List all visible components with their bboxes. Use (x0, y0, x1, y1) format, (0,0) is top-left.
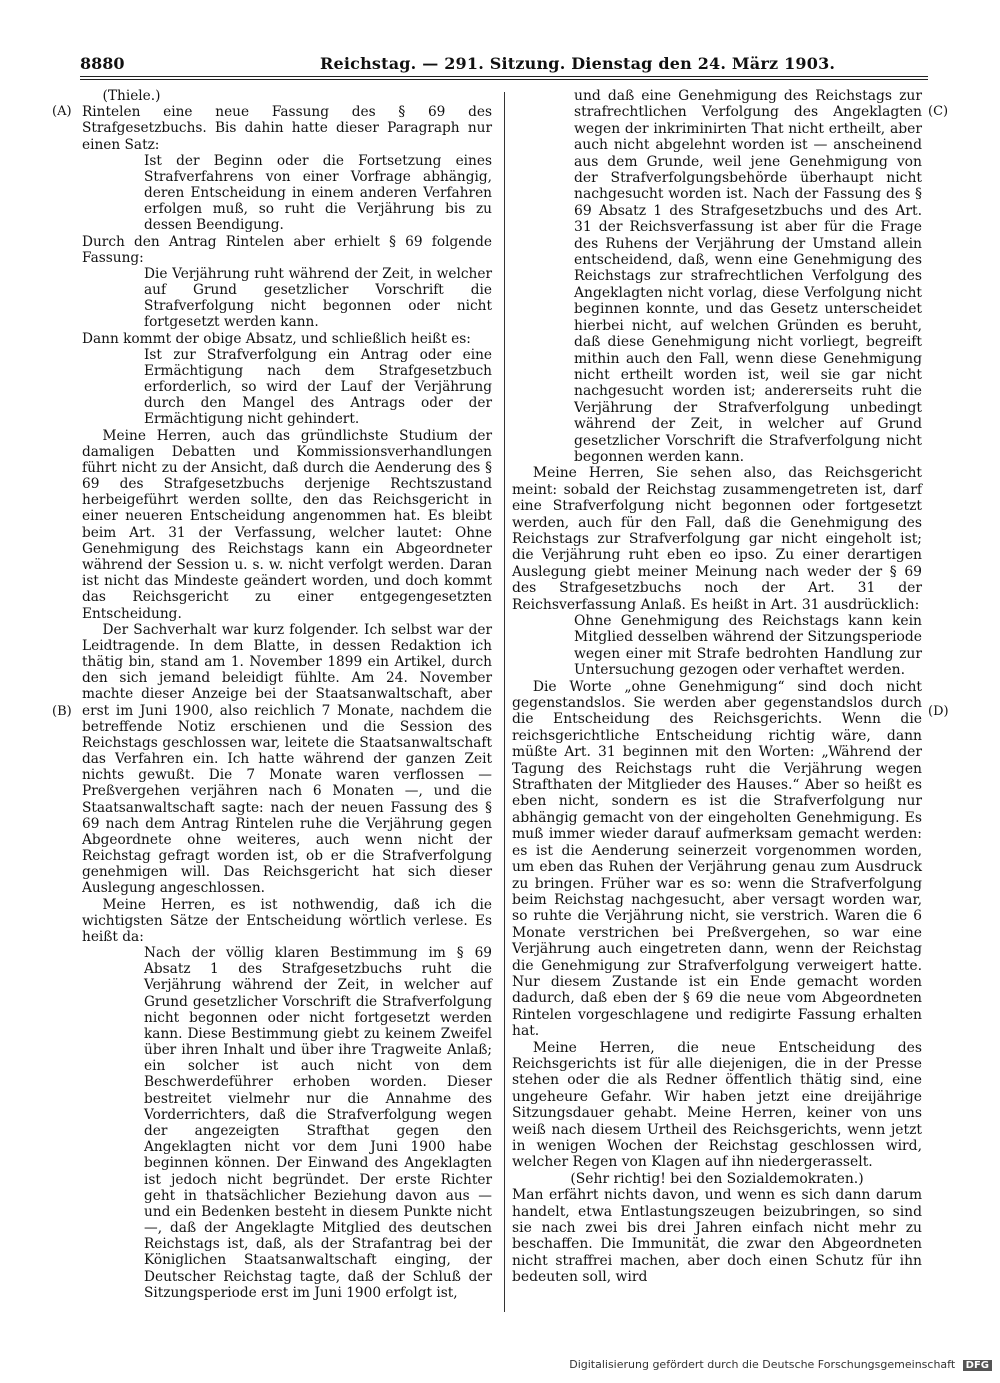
header-rule-top (80, 76, 928, 77)
block-quote: Nach der völlig klaren Bestimmung im § 69 Absatz 1 des Strafgesetzbuchs ruht die Verjährung während der Zeit, in welcher auf Grund gesetzlicher Vorschrift die Strafverfolgung nicht begonnen oder nicht fortgesetzt werden kann. Diese Bestimmung giebt zu keinem Zweifel über ihren Inhalt und über ihre Tragweite Anlaß; ein solcher ist auch nicht von dem Beschwerdeführer erhoben worden. Dieser bestreitet vielmehr nur die Annahme des Vorderrichters, daß die Strafverfolgung wegen der angezeigten Strafthat gegen den Angeklagten nicht vor dem Juni 1900 habe beginnen können. Der Einwand des Angeklagten ist jedoch nicht begründet. Der erste Richter geht in thatsächlicher Beziehung davon aus — und ein Bedenken besteht in diesem Punkte nicht —, daß der Angeklagte Mitglied des deutschen Reichstags ist, daß, als der Strafantrag bei der Königlichen Staatsanwaltschaft einging, der Deutscher Reichstag tagte, daß der Schluß der Sitzungsperiode erst im Juni 1900 erfolgt ist, (144, 945, 492, 1301)
block-quote: und daß eine Genehmigung des Reichstags zur strafrechtlichen Verfolgung des Angeklagten wegen der inkriminirten That nicht ertheilt, aber auch nicht abgelehnt worden ist — anscheinend aus dem Grunde, weil jene Genehmigung von der Strafverfolgungsbehörde überhaupt nicht nachgesucht worden ist. Nach der Fassung des § 69 Absatz 1 des Strafgesetzbuchs und des Art. 31 der Reichsverfassung ist aber für die Frage des Ruhens der Verjährung der Umstand allein entscheidend, daß, wenn eine Genehmigung des Reichstags zur strafrechtlichen Verfolgung des Angeklagten nicht vorlag, diese Verfolgung nicht beginnen konnte, und das Gesetz unterscheidet hierbei nicht, auf welchen Gründen es beruht, daß diese Genehmigung nicht vorliegt, begreift mithin auch den Fall, wenn diese Genehmigung nicht ertheilt worden ist, weil sie gar nicht nachgesucht worden ist; andererseits ruht die Verjährung der Strafverfolgung unbedingt während der Zeit, in welcher auf Grund gesetzlicher Vorschrift die Strafverfolgung nicht begonnen werden kann. (574, 88, 922, 465)
paragraph: Durch den Antrag Rintelen aber erhielt § 69 folgende Fassung: (82, 233, 492, 266)
speaker-name: (Thiele.) (102, 88, 161, 104)
margin-mark-c: (C) (928, 104, 949, 119)
left-column (82, 88, 492, 1301)
header-title: Reichstag. — 291. Sitzung. Dienstag den 24. März 1903. (320, 54, 836, 73)
digitization-credit (569, 1358, 992, 1371)
paragraph: Dann kommt der obige Absatz, und schließlich heißt es: (82, 330, 471, 347)
paragraph: Der Sachverhalt war kurz folgender. Ich selbst war der Leidtragende. In dem Blatte, in dessen Redaktion ich thätig bin, stand am 1. November 1899 ein Artikel, durch den sich jemand beleidigt fühlte. Am 24. November machte dieser Anzeige bei der Staatsanwaltschaft, aber erst im Juni 1900, also reichlich 7 Monate, nachdem die betreffende Notiz erschienen und die Session des Reichstags geschlossen war, leitete die Staatsanwaltschaft das Verfahren ein. Ich hatte während der ganzen Zeit nichts gewußt. Die 7 Monate waren verflossen — Preßvergehen verjähren nach 6 Monaten —, und die Staatsanwaltschaft sagte: nach der neuen Fassung des § 69 nach dem Antrag Rintelen ruhe die Verjährung gegen Abgeordnete ohne weiteres, auch wenn nicht der Reichstag gefragt worden ist, ob er die Strafverfolgung genehmigen will. Das Reichsgericht hat sich dieser Auslegung angeschlossen. (82, 621, 492, 897)
margin-mark-b: (B) (52, 704, 72, 719)
paragraph: Meine Herren, die neue Entscheidung des Reichsgerichts ist für alle diejenigen, die in der Presse stehen oder die als Redner öffentlich thätig sind, eine ungeheure Gefahr. Wir haben jetzt eine dreijährige Sitzungsdauer gehabt. Meine Herren, keiner von uns weiß nach diesem Urtheil des Reichsgerichts, wenn jetzt in wenigen Wochen der Reichstag geschlossen wird, welcher Regen von Klagen auf ihn niedergerasselt. (512, 1039, 922, 1171)
block-quote: Ist der Beginn oder die Fortsetzung eines Strafverfahrens von einer Vorfrage abhängig, deren Entscheidung in einem anderen Verfahren erfolgen muß, so ruht die Verjährung bis zu dessen Beendigung. (144, 152, 492, 234)
dfg-logo: DFG (963, 1360, 992, 1371)
page-number: 8880 (80, 54, 125, 73)
paragraph: Man erfährt nichts davon, und wenn es sich dann darum handelt, etwa Entlastungszeugen beizubringen, so sind sie nach zwei bis drei Jahren einfach nicht mehr zu beschaffen. Die Immunität, die zwar den Abgeordneten nicht straffrei machen, aber doch einen Schutz für ihn bedeuten soll, wird (512, 1187, 922, 1286)
right-column (512, 88, 922, 1286)
block-quote: Die Verjährung ruht während der Zeit, in welcher auf Grund gesetzlicher Vorschrift die Strafverfolgung nicht begonnen oder nicht fortgesetzt werden kann. (144, 265, 492, 331)
paragraph: Meine Herren, auch das gründlichste Studium der damaligen Debatten und Kommissionsverhandlungen führt nicht zu der Ansicht, daß durch die Aenderung des § 69 des Strafgesetzbuchs derjenige Rechtszustand herbeigeführt werden sollte, den das Reichsgericht in einer neueren Entscheidung angenommen hat. Es bleibt beim Art. 31 der Verfassung, welcher lautet: Ohne Genehmigung des Reichstags kann ein Abgeordneter während der Session u. s. w. nicht verfolgt werden. Daran ist nicht das Mindeste geändert worden, und doch kommt das Reichsgericht zu einer entgegengesetzten Entscheidung. (82, 427, 492, 622)
block-quote: Ist zur Strafverfolgung ein Antrag oder eine Ermächtigung nach dem Strafgesetzbuch erforderlich, so wird der Lauf der Verjährung durch den Mangel des Antrags oder der Ermächtigung nicht gehindert. (144, 346, 492, 428)
column-divider (504, 92, 505, 1312)
paragraph: Meine Herren, es ist nothwendig, daß ich die wichtigsten Sätze der Entscheidung wörtlich verlese. Es heißt da: (82, 896, 492, 945)
margin-mark-a: (A) (52, 104, 72, 119)
paragraph: Die Worte „ohne Genehmigung“ sind doch nicht gegenstandslos. Sie werden aber gegenstandslos durch die Entscheidung des Reichsgerichts. Wenn die reichsgerichtliche Entscheidung richtig wäre, dann müßte Art. 31 beginnen mit den Worten: „Während der Tagung des Reichstags ruht die Verjährung wegen Strafthaten der Mitglieder des Hauses.“ Aber so heißt es eben nicht, sondern es ist die Strafverfolgung nur abhängig gemacht von der eingeholten Genehmigung. Es muß immer wieder darauf aufmerksam gemacht werden: es ist die Aenderung seinerzeit vorgenommen worden, um eben das Ruhen der Verjährung genau zum Ausdruck zu bringen. Früher war es so: wenn die Strafverfolgung beim Reichstag nachgesucht, aber versagt worden war, so ruhte die Verjährung nicht, sie verstrich. Waren die 6 Monate verstrichen bei Preßvergehen, so war eine Verjährung auch eingetreten dann, wenn der Reichstag die Genehmigung zur Strafverfolgung verweigert hatte. Nur diesem Zustande ist ein Ende gemacht worden dadurch, daß eben der § 69 die neue vom Abgeordneten Rintelen vorgeschlagene und redigirte Fassung erhalten hat. (512, 678, 922, 1040)
running-header (80, 50, 928, 76)
interjection: (Sehr richtig! bei den Sozialdemokraten.) (570, 1170, 864, 1187)
credit-text: Digitalisierung gefördert durch die Deutsche Forschungsgemeinschaft (569, 1358, 956, 1371)
header-rule-bottom (80, 79, 928, 80)
block-quote: Ohne Genehmigung des Reichstags kann kein Mitglied desselben während der Sitzungsperiode wegen einer mit Strafe bedrohten Handlung zur Untersuchung gezogen oder verhaftet werden. (574, 613, 922, 679)
paragraph: Rintelen eine neue Fassung des § 69 des Strafgesetzbuchs. Bis dahin hatte dieser Paragraph nur einen Satz: (82, 104, 492, 153)
margin-mark-d: (D) (928, 704, 949, 719)
paragraph: Meine Herren, Sie sehen also, das Reichsgericht meint: sobald der Reichstag zusammengetreten ist, darf eine Strafverfolgung nicht begonnen oder fortgesetzt werden, auch für den Fall, daß die Genehmigung des Reichstags zur Strafverfolgung gar nicht eingeholt ist; die Verjährung ruht eben eo ipso. Zu einer derartigen Auslegung giebt meiner Meinung nach weder der § 69 des Strafgesetzbuchs noch der Art. 31 der Reichsverfassung Anlaß. Es heißt in Art. 31 ausdrücklich: (512, 465, 922, 613)
